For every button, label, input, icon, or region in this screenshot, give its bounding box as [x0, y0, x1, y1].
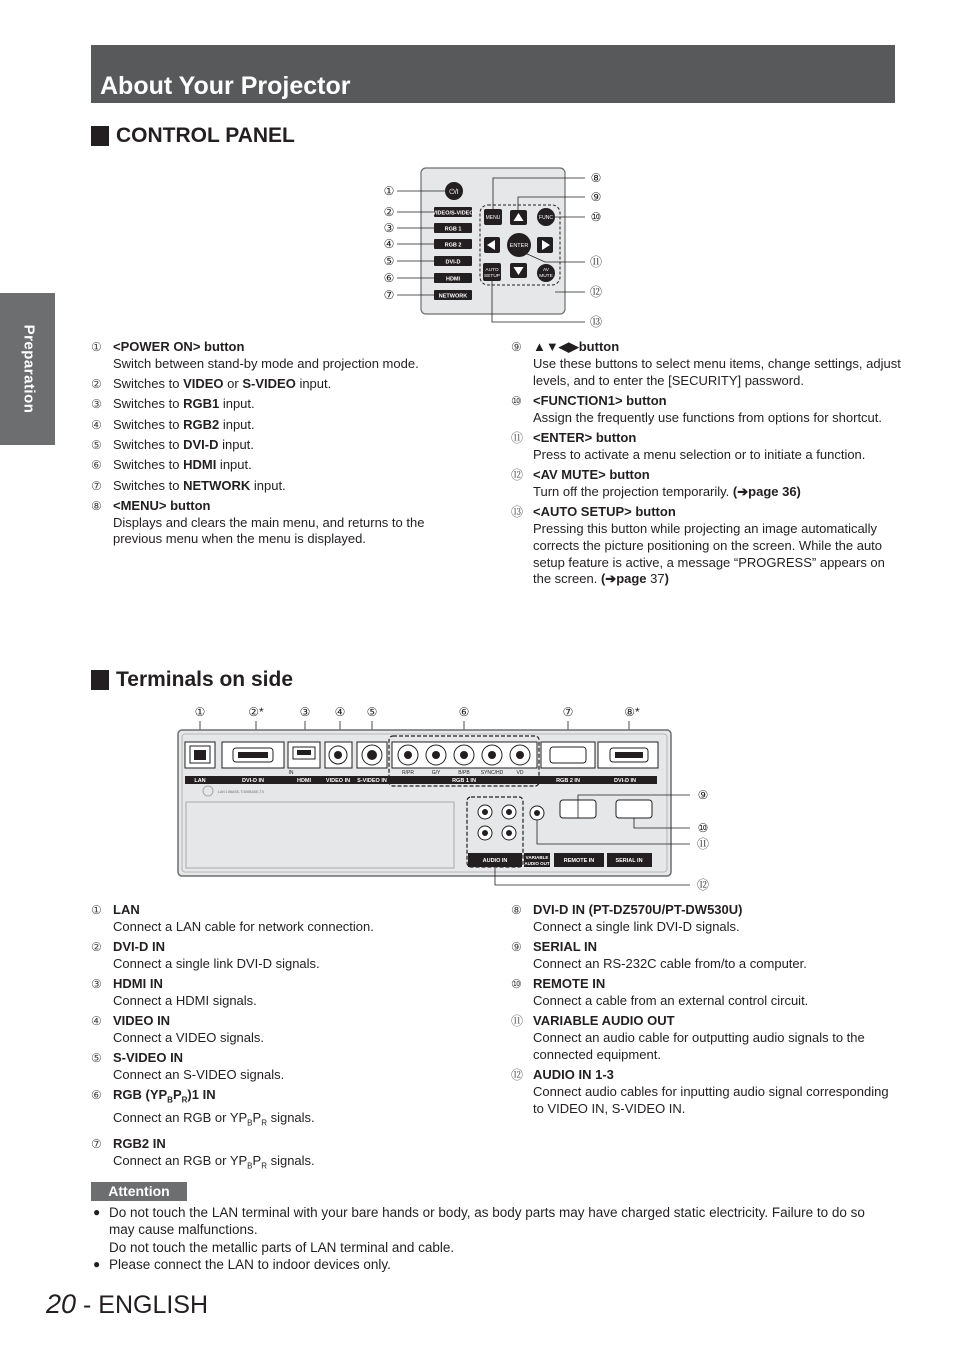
cp-label-6: ⑥ — [383, 271, 395, 285]
list-item: ⑥ RGB $(YP_BP_R)1$ IN Connect an RGB or $YP_BP_R$ signals. — [91, 1087, 315, 1128]
term-panel-svideo-in: S-VIDEO IN — [357, 778, 387, 784]
cp-label-13: ⑬ — [589, 315, 603, 329]
list-item: ⑬ <AUTO SETUP> button Pressing this button while projecting an image automatically corrects the picture positioning on the screen. While the auto setup feature is active, a message “PROGRESS” appears on the screen. (➔page 37) — [511, 504, 885, 587]
cp-label-4: ④ — [383, 237, 395, 251]
list-item: ⑪ <ENTER> button Press to activate a menu selection or to initiate a function. — [511, 429, 866, 462]
cp-label-3: ③ — [383, 221, 395, 235]
list-item: ③ Switches to RGB1 input. — [91, 396, 255, 412]
bullet-icon: ● — [93, 1205, 101, 1219]
term-label-5: ⑤ — [366, 705, 378, 719]
svg-text:ENTER: ENTER — [509, 243, 529, 249]
rgb-sub-g: G/Y — [431, 770, 441, 776]
term-variable: VARIABLE — [525, 855, 549, 860]
cp-label-11: ⑪ — [589, 255, 603, 269]
list-item: ① <POWER ON> button Switch between stand-by mode and projection mode. — [91, 339, 419, 371]
cp-label-12: ⑫ — [589, 285, 603, 299]
attention-item: ● Do not touch the LAN terminal with your bare hands or body, as body parts may have charged static electricity. Failure to do so may cause malfunctions. Do not touch the metallic parts of LAN terminal and cable. — [93, 1205, 865, 1255]
list-item: ⑩ REMOTE IN Connect a cable from an external control circuit. — [511, 976, 809, 1008]
page-title: About Your Projector — [100, 72, 351, 101]
list-item: ⑨ ▲▼◀▶button Use these buttons to select menu items, change settings, adjust levels, and to enter the [SECURITY] password. — [511, 339, 901, 388]
svg-text:FUNC: FUNC — [539, 215, 553, 221]
svg-text:AV: AV — [542, 268, 550, 273]
control-panel-desc-right — [511, 339, 901, 592]
section-square-icon — [91, 670, 109, 690]
list-item: ⑨ SERIAL IN Connect an RS-232C cable from/to a computer. — [511, 939, 807, 971]
term-panel-rgb2-in: RGB 2 IN — [556, 778, 580, 784]
section-title-terminals: Terminals on side — [91, 670, 293, 690]
rgb-sub-r: R/PR — [402, 770, 414, 776]
bullet-icon: ● — [93, 1257, 101, 1272]
list-item: ② Switches to VIDEO or S-VIDEO input. — [91, 376, 332, 392]
list-item: ⑤ S-VIDEO IN Connect an S-VIDEO signals. — [91, 1050, 285, 1083]
list-item: ⑫ <AV MUTE> button Turn off the projection temporarily. (➔page 36) — [511, 467, 801, 499]
term-panel-lan: LAN — [194, 778, 206, 784]
list-item: ⑤ Switches to DVI-D input. — [91, 436, 254, 452]
list-item: ⑪ VARIABLE AUDIO OUT Connect an audio cable for outputting audio signals to the connected equipment. — [511, 1013, 865, 1062]
term-label-11: ⑪ — [696, 837, 710, 851]
page-title-bar — [91, 45, 895, 103]
term-audio-out: AUDIO OUT — [524, 861, 550, 866]
cp-label-7: ⑦ — [383, 288, 395, 302]
term-panel-hdmi-mark: HDMI — [296, 778, 312, 784]
list-item: ③ HDMI IN Connect a HDMI signals. — [91, 976, 257, 1008]
terminals-diagram — [170, 700, 730, 895]
av-mute-button-shape — [537, 264, 555, 282]
side-tab-preparation — [0, 293, 55, 445]
terminals-desc-left — [91, 902, 471, 1178]
list-item: ⑥ Switches to HDMI input. — [91, 457, 252, 473]
term-label-6: ⑥ — [458, 705, 470, 719]
power-button-label: ⏻/I — [449, 189, 459, 196]
term-audio-in: AUDIO IN — [482, 858, 508, 864]
control-panel-desc-left — [91, 339, 471, 552]
term-label-10: ⑩ — [697, 821, 709, 835]
term-panel-rgb1-in: RGB 1 IN — [452, 778, 476, 784]
svg-text:SETUP: SETUP — [484, 274, 500, 279]
terminals-desc-right — [511, 902, 901, 1121]
rgb-sub-b: B/PB — [458, 770, 470, 776]
section-square-icon — [91, 126, 109, 146]
term-panel-dvid-in-2: DVI-D IN — [614, 778, 636, 784]
btn-rgb2: RGB 2 — [444, 242, 462, 249]
attention-item: ● Please connect the LAN to indoor devices only. — [93, 1257, 391, 1273]
list-item: ④ VIDEO IN Connect a VIDEO signals. — [91, 1013, 265, 1046]
list-item: ② DVI-D IN Connect a single link DVI-D signals. — [91, 939, 320, 971]
control-panel-diagram — [375, 165, 615, 335]
list-item: ⑦ RGB2 IN Connect an RGB or $YP_BP_R$ signals. — [91, 1135, 315, 1171]
btn-hdmi: HDMI — [445, 276, 461, 283]
term-hdmi-in-small: IN — [288, 770, 294, 776]
cp-label-5: ⑤ — [383, 254, 395, 268]
page-number: 20 — [46, 1289, 77, 1319]
footer-language: ENGLISH — [98, 1291, 209, 1319]
term-label-7: ⑦ — [562, 705, 574, 719]
rgb-sub-sync: SYNC/HD — [480, 770, 504, 776]
btn-rgb1: RGB 1 — [444, 226, 462, 233]
side-tab-label: Preparation — [19, 324, 37, 414]
list-item: ⑫ AUDIO IN 1-3 Connect audio cables for inputting audio signal corresponding to VIDEO IN, S-VIDEO IN. — [511, 1067, 889, 1116]
attention-list — [91, 1204, 891, 1274]
attention-label: Attention — [91, 1182, 187, 1201]
list-item: ⑩ <FUNCTION1> button Assign the frequently use functions from options for shortcut. — [511, 392, 883, 425]
term-panel-video-in: VIDEO IN — [325, 778, 351, 784]
cp-label-8: ⑧ — [590, 171, 602, 185]
cp-label-2: ② — [383, 205, 395, 219]
term-serial-in: SERIAL IN — [615, 858, 643, 864]
cp-label-10: ⑩ — [590, 210, 602, 224]
term-panel-dvid-in: DVI-D IN — [242, 778, 264, 784]
term-label-2: ②* — [248, 705, 264, 719]
term-label-12: ⑫ — [696, 878, 710, 892]
term-label-9: ⑨ — [697, 788, 709, 802]
cp-label-9: ⑨ — [590, 190, 602, 204]
section-title-control-panel: CONTROL PANEL — [91, 126, 295, 146]
page-footer: 20 - ENGLISH — [46, 1289, 209, 1319]
svg-text:MUTE: MUTE — [539, 274, 553, 279]
svg-text:MENU: MENU — [485, 215, 501, 221]
term-label-4: ④ — [334, 705, 346, 719]
term-label-8: ⑧* — [624, 705, 640, 719]
svg-text:AUTO: AUTO — [485, 268, 499, 273]
list-item: ① LAN Connect a LAN cable for network connection. — [91, 902, 374, 934]
btn-dvid: DVI-D — [445, 259, 461, 266]
btn-network: NETWORK — [438, 293, 468, 300]
list-item: ⑧ DVI-D IN (PT-DZ570U/PT-DW530U) Connect a single link DVI-D signals. — [511, 902, 743, 934]
btn-video-svideo: VIDEO/S-VIDEO — [432, 210, 474, 217]
cp-label-1: ① — [383, 184, 395, 198]
list-item: ④ Switches to RGB2 input. — [91, 416, 255, 432]
rgb-sub-vd: VD — [516, 770, 524, 776]
list-item: ⑦ Switches to NETWORK input. — [91, 477, 286, 493]
term-label-1: ① — [194, 705, 206, 719]
list-item: ⑧ <MENU> button Displays and clears the main menu, and returns to the previous menu when the menu is displayed. — [91, 497, 425, 547]
term-lan-note: LAN 10BASE-T/100BASE-TX — [218, 790, 265, 794]
term-label-3: ③ — [299, 705, 311, 719]
term-remote-in: REMOTE IN — [563, 858, 595, 864]
